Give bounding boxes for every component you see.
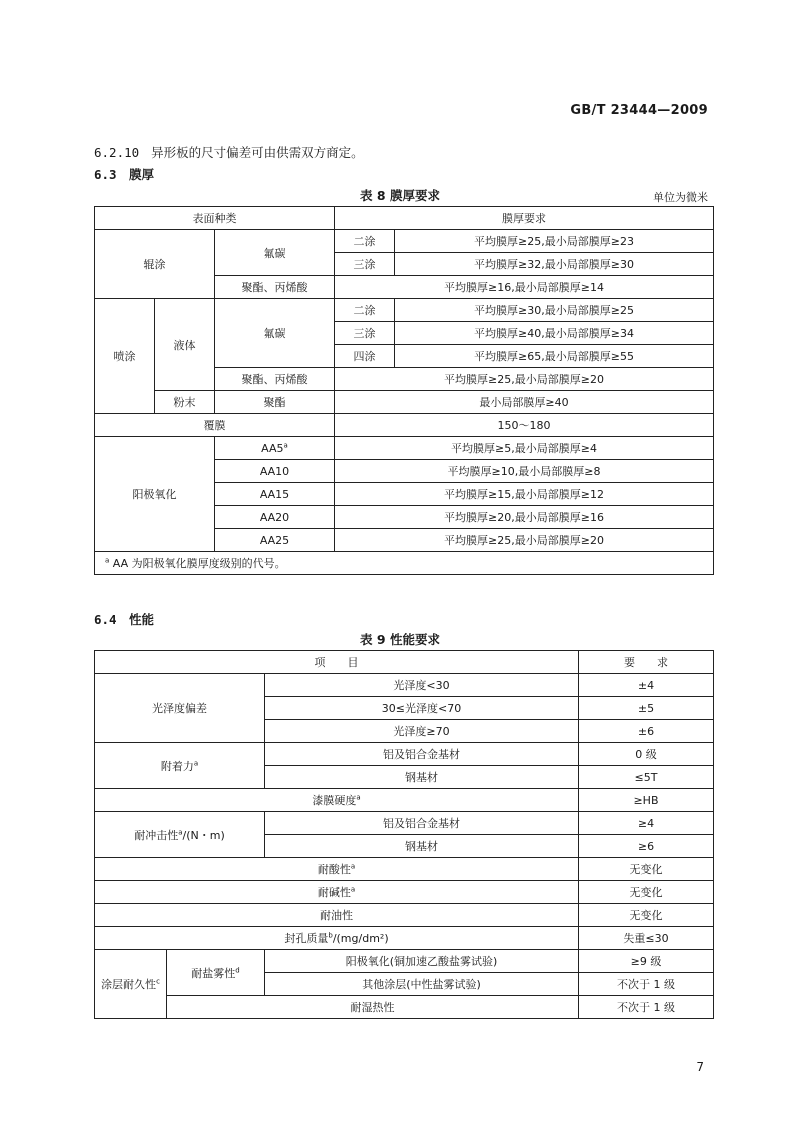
- table9-title: 表 9 性能要求: [360, 632, 440, 647]
- requirement-cell: 0 级: [579, 743, 714, 766]
- clause-number: 6.2.10: [94, 145, 140, 160]
- condition-cell: 30≤光泽度<70: [265, 697, 579, 720]
- requirement-cell: 不次于 1 级: [579, 996, 714, 1019]
- table-row: [95, 437, 714, 460]
- coats-cell: 四涂: [335, 345, 395, 368]
- sealing-label: 封孔质量$^b$/(mg/dm²): [95, 927, 579, 950]
- roller-fluorocarbon: 氟碳: [215, 230, 335, 276]
- footnote-mark: a: [350, 862, 356, 871]
- grade-cell: AA20: [215, 506, 335, 529]
- polyester-label: 聚酯、丙烯酸: [215, 276, 335, 299]
- table-row: [95, 950, 714, 973]
- requirement-cell: 最小局部膜厚≥40: [335, 391, 714, 414]
- grade-cell: AA10: [215, 460, 335, 483]
- requirement-cell: 平均膜厚≥20,最小局部膜厚≥16: [335, 506, 714, 529]
- table-row: [95, 812, 714, 835]
- roller-label: 辊涂: [95, 230, 215, 299]
- footnote-mark: d: [235, 965, 240, 974]
- footnote-mark: a: [178, 827, 183, 836]
- condition-cell: 钢基材: [265, 835, 579, 858]
- requirement-cell: ±4: [579, 674, 714, 697]
- requirement-cell: 平均膜厚≥25,最小局部膜厚≥23: [395, 230, 714, 253]
- humidity-label: 耐湿热性: [167, 996, 579, 1019]
- condition-cell: 铝及铝合金基材: [265, 743, 579, 766]
- requirement-cell: 平均膜厚≥30,最小局部膜厚≥25: [395, 299, 714, 322]
- table-row: [95, 743, 714, 766]
- condition-cell: 钢基材: [265, 766, 579, 789]
- requirement-cell: ±5: [579, 697, 714, 720]
- requirement-cell: ≥9 级: [579, 950, 714, 973]
- table9-performance: [94, 650, 714, 1019]
- requirement-cell: ±6: [579, 720, 714, 743]
- gloss-label: 光泽度偏差: [95, 674, 265, 743]
- requirement-cell: 平均膜厚≥15,最小局部膜厚≥12: [335, 483, 714, 506]
- oil-label: 耐油性: [95, 904, 579, 927]
- clause-6-3-heading: [94, 165, 154, 183]
- requirement-cell: 平均膜厚≥40,最小局部膜厚≥34: [395, 322, 714, 345]
- footnote-mark: c: [156, 977, 160, 986]
- coats-cell: 二涂: [335, 230, 395, 253]
- powder-type: 聚酯: [215, 391, 335, 414]
- header-surface-type: 表面种类: [95, 207, 335, 230]
- coats-cell: 二涂: [335, 299, 395, 322]
- adhesion-label: 附着力$^a$: [95, 743, 265, 789]
- requirement-cell: 平均膜厚≥25,最小局部膜厚≥20: [335, 529, 714, 552]
- grade-cell: AA15: [215, 483, 335, 506]
- coats-cell: 三涂: [335, 253, 395, 276]
- footnote-mark: a: [283, 440, 288, 449]
- table-row: [95, 904, 714, 927]
- hardness-label: 漆膜硬度$^a$: [95, 789, 579, 812]
- requirement-cell: 平均膜厚≥10,最小局部膜厚≥8: [335, 460, 714, 483]
- spray-fluorocarbon: 氟碳: [215, 299, 335, 368]
- footnote-mark: a: [193, 758, 199, 767]
- requirement-cell: 150～180: [335, 414, 714, 437]
- footnote-mark: b: [328, 931, 333, 940]
- table-row: [95, 881, 714, 904]
- requirement-cell: 平均膜厚≥65,最小局部膜厚≥55: [395, 345, 714, 368]
- requirement-cell: 平均膜厚≥5,最小局部膜厚≥4: [335, 437, 714, 460]
- durability-label: 涂层耐久性$^c$: [95, 950, 167, 1019]
- table8-film-thickness: [94, 206, 714, 575]
- table-row: [95, 230, 714, 253]
- condition-cell: 光泽度≥70: [265, 720, 579, 743]
- table-row: [95, 414, 714, 437]
- polyester-label: 聚酯、丙烯酸: [215, 368, 335, 391]
- table-header-row: [95, 651, 714, 674]
- requirement-cell: ≥4: [579, 812, 714, 835]
- requirement-cell: 不次于 1 级: [579, 973, 714, 996]
- impact-label: 耐冲击性$^a$/(N・m): [95, 812, 265, 858]
- anodize-label: 阳极氧化: [95, 437, 215, 552]
- table-row: [95, 858, 714, 881]
- laminate-label: 覆膜: [95, 414, 335, 437]
- table-header-row: [95, 207, 714, 230]
- coats-cell: 三涂: [335, 322, 395, 345]
- salt-spray-label: 耐盐雾性$^d$: [167, 950, 265, 996]
- requirement-cell: 无变化: [579, 858, 714, 881]
- alkali-label: 耐碱性$^a$: [95, 881, 579, 904]
- table-note-row: [95, 552, 714, 575]
- footnote-mark: a: [356, 793, 361, 802]
- clause-title: 膜厚: [128, 167, 154, 182]
- requirement-cell: 平均膜厚≥32,最小局部膜厚≥30: [395, 253, 714, 276]
- clause-title: 性能: [128, 612, 154, 627]
- table-row: [95, 789, 714, 812]
- table8-note: $^a$ AA 为阳极氧化膜厚度级别的代号。: [95, 552, 714, 575]
- table-row: [95, 299, 714, 322]
- footnote-mark: a: [105, 556, 110, 565]
- table8-title: 表 8 膜厚要求: [360, 188, 440, 203]
- condition-cell: 光泽度<30: [265, 674, 579, 697]
- condition-cell: 阳极氧化(铜加速乙酸盐雾试验): [265, 950, 579, 973]
- grade-cell: AA5$^a$: [215, 437, 335, 460]
- table-row: [95, 927, 714, 950]
- page-number: 7: [696, 1060, 704, 1074]
- table-row: [95, 391, 714, 414]
- powder-label: 粉末: [155, 391, 215, 414]
- table-row: [95, 674, 714, 697]
- requirement-cell: ≤5T: [579, 766, 714, 789]
- clause-text: 异形板的尺寸偏差可由供需双方商定。: [151, 145, 364, 160]
- header-requirement: 膜厚要求: [335, 207, 714, 230]
- clause-6-2-10: [94, 143, 364, 161]
- table8-unit: 单位为微米: [653, 191, 708, 204]
- requirement-cell: 失重≤30: [579, 927, 714, 950]
- standard-code: GB/T 23444—2009: [570, 103, 708, 118]
- clause-6-4-heading: [94, 610, 154, 628]
- clause-number: 6.3: [94, 167, 117, 182]
- liquid-label: 液体: [155, 299, 215, 391]
- condition-cell: 其他涂层(中性盐雾试验): [265, 973, 579, 996]
- header-item: 项 目: [95, 651, 579, 674]
- requirement-cell: ≥6: [579, 835, 714, 858]
- spray-label: 喷涂: [95, 299, 155, 414]
- acid-label: 耐酸性$^a$: [95, 858, 579, 881]
- footnote-mark: a: [350, 885, 356, 894]
- table-row: [95, 996, 714, 1019]
- condition-cell: 铝及铝合金基材: [265, 812, 579, 835]
- requirement-cell: 无变化: [579, 881, 714, 904]
- requirement-cell: 平均膜厚≥16,最小局部膜厚≥14: [335, 276, 714, 299]
- clause-number: 6.4: [94, 612, 117, 627]
- requirement-cell: 平均膜厚≥25,最小局部膜厚≥20: [335, 368, 714, 391]
- grade-cell: AA25: [215, 529, 335, 552]
- requirement-cell: 无变化: [579, 904, 714, 927]
- requirement-cell: ≥HB: [579, 789, 714, 812]
- header-requirement: 要 求: [579, 651, 714, 674]
